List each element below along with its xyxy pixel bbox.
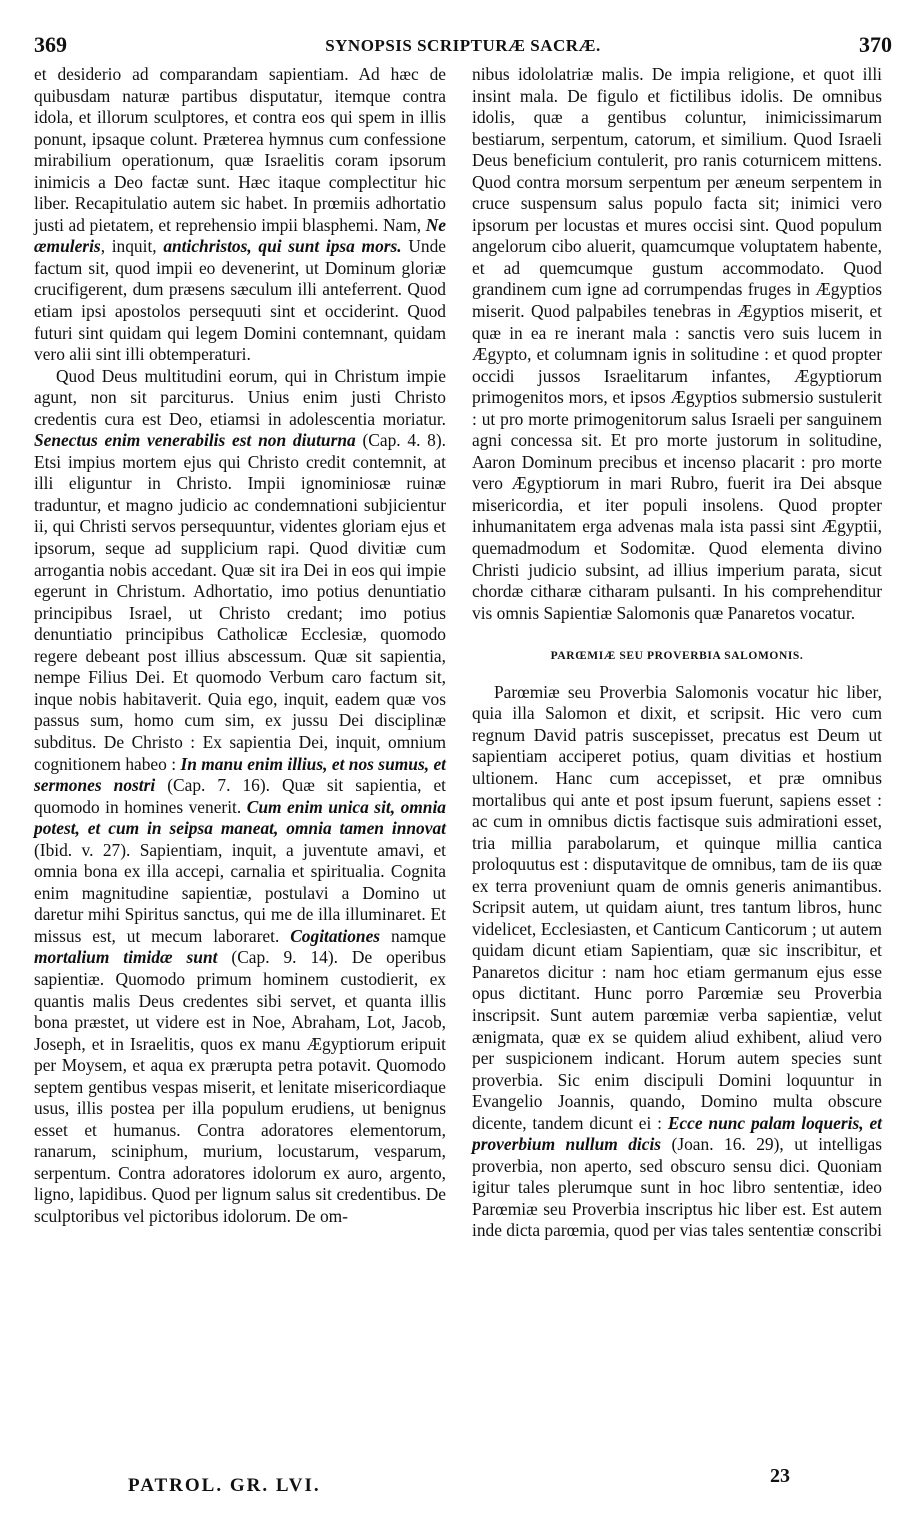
footer-signature: PATROL. GR. LVI. xyxy=(128,1475,321,1496)
text-run: Quod Deus multitudini eorum, qui in Christum impie agunt, non sit parciturus. Unius enim justi Christo credentis cura est Deo, etiamsi in adolescentia moriatur. xyxy=(34,365,446,429)
text-run: (Cap. 7. 16). Quæ sit sapientia, et quomodo in homines venerit. xyxy=(34,775,446,817)
text-run: (Cap. 4. 8). Etsi impius mortem ejus qui Christo credit contemnit, at illi eliguntur in Christo. Impii ignominiosæ ruinæ traduntur, et magno judicio ac condemnationi subjicientur ii, qui Christi servos persequuntur, videntes gloriam ejus et ipsorum, seque ad supplicium rapi. Quod divitiæ cum arrogantia nobis accedant. Quæ sit ira Dei in eos qui impie egerunt in Christum. Adhortatio, imo potius denuntiatio principibus Israel, ut Christo credant; imo potius denuntiatio principibus Catholicæ Ecclesiæ, quomodo regere debeant post illius abscessum. Quæ sit sapientia, nempe Filius Dei. Et quomodo Verbum caro factum sit, inque nobis habitaverit. Quia ego, inquit, eadem quæ vos passus sum, homo cum sim, ex jussu Dei disciplinæ subditus. De Christo : Ex sapientia Dei, inquit, omnium cognitionem habeo : xyxy=(34,430,446,774)
italic-run: antichristos, qui sunt ipsa mors. xyxy=(163,236,402,257)
text-run: Parœmiæ seu Proverbia Salomonis vocatur hic liber, quia illa Salomon et dixit, et scripsit. Hic vero cum regnum David patris suscepisset, precatus est Deum ut sapientiam acciperet potius, quam divitias et hostium ultionem. Hanc cum accepisset, et præ omnibus mortalibus qui ante et post ipsum fuerunt, sapiens esset : ac cum in omnibus dictis factisque suis admirationi esset, tria millia parabolarum, et quinque millia cantica proloquutus est : disputavitque de omnibus, tam de iis quæ ex terra proveniunt quam de omnis generis animantibus. Scripsit autem, ut quidam aiunt, tres tantum libros, hunc videlicet, Ecclesiasten, et Canticum Canticorum ; ut autem quidam dicunt etiam Sapientiam, quæ sic inscribitur, et Panaretos dicitur : nam hoc etiam germanum ejus esse opus dictitant. Hunc porro Parœmiæ seu Proverbia inscripsit. Sunt autem parœmiæ verba sapientiæ, velut ænigmata, quæ ex se quidem aliud exhibent, aliud vero per suspicionem indicant. Horum autem species sunt proverbia. Sic enim discipuli Domini loquuntur in Evangelio Joannis, quando, Domino multa obscure dicente, tandem dicunt ei : xyxy=(472,681,882,1133)
italic-run: mortalium timidæ sunt xyxy=(34,947,218,968)
left-paragraph-1 xyxy=(34,64,446,366)
italic-run: Senectus enim venerabilis est non diuturna xyxy=(34,430,356,451)
page-number-left: 369 xyxy=(34,32,67,57)
italic-run: In manu enim illius, et nos sumus, et sermones nostri xyxy=(34,753,446,796)
text-run: Unde factum sit, quod impii eo devenerint, ut Dominum gloriæ crucifigerent, dum præsens sæculum illi anteferrent. Quod etiam ipsi apostolos persequuti sint et occiderint. Quod futuri sint quidam qui legem Domini contemnant, quidam vero alii sint illi obtemperaturi. xyxy=(34,236,446,365)
right-column xyxy=(472,64,882,1242)
text-run: (Cap. 9. 14). De operibus sapientiæ. Quomodo primum hominem custodierit, ex quantis malis Deus credentes sibi servet, et quanta illis bona præstet, ut videre est in Noe, Abraham, Lot, Jacob, Joseph, et in Israelitis, quos ex manu Ægyptiorum eripuit per Moysem, et aqua ex prærupta petra potavit. Quomodo septem gentibus vespas miserit, et lenitate misericordiaque usus, illis postea per illa populum erudiens, ut benignus esset et humanus. Contra adoratores elementorum, ranarum, sciniphum, murium, locustarum, vesparum, serpentum. Contra adoratores idolorum ex auro, argento, ligno, lapidibus. Quod per lignum salus sit credentibus. De sculptoribus vel pictoribus idolorum. De om- xyxy=(34,947,447,1226)
italic-run: Cum enim unica sit, omnia potest, et cum in seipsa maneat, omnia tamen innovat xyxy=(34,796,446,839)
text-run: (Joan. 16. 29), ut intelligas proverbia, non aperto, sed obscuro sensu dici. Quoniam igitur tales plerumque sunt in hoc libro sententiæ, ideo Parœmiæ seu Proverbia inscriptus hic liber est. Est autem inde dicta parœmia, quod per vias tales sententiæ conscribi xyxy=(472,1134,883,1241)
text-run: nibus idololatriæ malis. De impia religione, et quot illi insint mala. De figulo et fictilibus idolis. De omnibus idolis, quæ a gentibus coluntur, inimicissimarum bestiarum, serpentum, catorum, et similium. Quod Israeli Deus beneficium contulerit, pro ranis coturnicem mittens. Quod contra morsum serpentum per æneum serpentem in cruce suspensum salus populo facta sit; inimici vero ipsorum per locustas et mures occisi sint. Quod populum angelorum cibo aluerit, quamcumque voluptatem habente, et ad quemcumque gustum accommodato. Quod grandinem cum igne ad corrumpendas fruges in Ægyptios miserit. Quod palpabiles tenebras in Ægyptios miserit, et quæ in ea re inerant mala : sanctis vero suis lucem in Ægypto, et columnam ignis in solitudine : et quod propter occidi jussos Israelitarum infantes, Ægyptiorum primogenitos mors, et ipsos Ægyptios submersio sustulerit : ut pro morte primogenitorum salus Israeli per sanguinem agni concessa sit. Et pro morte justorum in solitudine, Aaron Dominum precibus et incenso placarit : pro morte vero Ægyptiorum in mari Rubro, fuerit ira Dei absque misericordia, et iter populi insolens. Quod propter inhumanitatem erga advenas mala ista passi sint Ægyptii, quemadmodum et Sodomitæ. Quod elementa divino Christi judicio subsint, ad illius imperium parata, sicut chordæ citharæ citharam pulsanti. In his comprehenditur vis omnis Sapientiæ Salomonis quæ Panaretos vocatur. xyxy=(472,64,882,623)
left-column xyxy=(34,64,446,1228)
italic-run: Cogitationes xyxy=(290,925,381,946)
italic-run: Ecce nunc palam loqueris, et proverbium nullum dicis xyxy=(472,1112,882,1155)
right-paragraph-2 xyxy=(472,682,882,1242)
right-paragraph-1 xyxy=(472,64,882,624)
text-run: , inquit, xyxy=(100,236,164,257)
italic-run: Ne æmuleris xyxy=(34,214,446,257)
text-run: namque xyxy=(380,925,446,946)
running-title: SYNOPSIS SCRIPTURÆ SACRÆ. xyxy=(325,36,601,55)
text-run: et desiderio ad comparandam sapientiam. Ad hæc de quibusdam naturæ partibus disputatur, itemque contra idola, et illorum sculptores, et contra eos qui spem in illis ponunt, ipsaque colunt. Præterea hymnus cum confessione mirabilium operationum, quæ Israelitis coram ipsorum inimicis a Deo factæ sunt. Hæc itaque complectitur hic liber. Recapitulatio autem sic habet. In prœmiis adhortatio justi ad pietatem, et reprehensio impii blasphemi. Nam, xyxy=(34,64,446,235)
footer-sheet-number: 23 xyxy=(770,1465,790,1487)
text-run: (Ibid. v. 27). Sapientiam, inquit, a juventute amavi, et omnia bona ex illa accepi, carnalia et spiritualia. Cognita enim magnitudine sapientiæ, postulavi a Domino ut daretur mihi Spiritus sanctus, qui me de illa illuminaret. Et missus est, ut mecum laboraret. xyxy=(34,839,446,946)
left-paragraph-2 xyxy=(34,366,446,1228)
page-number-right: 370 xyxy=(859,32,892,57)
section-heading: PARŒMIÆ SEU PROVERBIA SALOMONIS. xyxy=(550,650,804,663)
page-header xyxy=(34,32,892,62)
